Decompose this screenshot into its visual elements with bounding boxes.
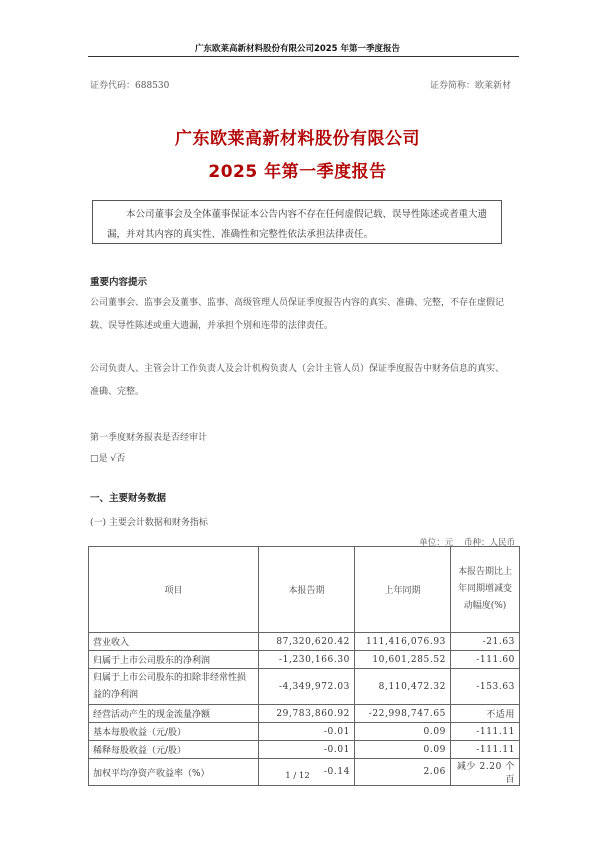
row-prior: 10,601,285.52 [355,651,451,669]
table-row [89,723,520,741]
row-item: 经营活动产生的现金流量净额 [89,705,259,723]
row-current: 29,783,860.92 [259,705,355,723]
table-row [89,741,520,759]
running-header: 广东欧莱高新材料股份有限公司2025 年第一季度报告 [194,44,401,54]
row-change: -111.60 [451,651,520,669]
financial-data-heading: 一、主要财务数据 [90,493,167,504]
row-prior: 2.06 [355,759,451,786]
header-prior-period: 上年同期 [355,547,451,633]
table-row [89,669,520,705]
row-current: -0.01 [259,741,355,759]
row-change: 不适用 [451,705,520,723]
table-row [89,651,520,669]
row-item: 归属于上市公司股东的净利润 [89,651,259,669]
header-divider [88,56,519,57]
row-prior: -22,998,747.65 [355,705,451,723]
row-prior: 111,416,076.93 [355,633,451,651]
row-change: -111.11 [451,741,520,759]
header-current-period: 本报告期 [259,547,355,633]
table-row [89,633,520,651]
unit-label: 单位：元 [419,538,454,548]
audit-answer: □是 √否 [90,454,126,464]
row-item: 稀释每股收益（元/股） [89,741,259,759]
financial-indicators-subheading: (一) 主要会计数据和财务指标 [90,518,208,528]
row-change: -153.63 [451,669,520,705]
security-code: 证券代码：688530 [90,81,170,91]
row-change: -21.63 [451,633,520,651]
row-prior: 8,110,472.32 [355,669,451,705]
currency-label: 币种：人民币 [463,538,515,548]
row-prior: 0.09 [355,723,451,741]
row-change: -111.11 [451,723,520,741]
page-number: 1 / 12 [285,771,310,781]
financial-data-table [88,546,520,786]
report-title-period: 2025 年第一季度报告 [208,162,387,182]
table-header-row [89,547,520,633]
row-item: 基本每股收益（元/股） [89,723,259,741]
row-current: 87,320,620.42 [259,633,355,651]
security-short-name: 证券简称：欧莱新材 [429,81,511,91]
row-current: -0.14 [259,759,355,786]
row-change: 减少 2.20 个百 [451,759,520,786]
row-prior: 0.09 [355,741,451,759]
important-notice-heading: 重要内容提示 [90,277,148,288]
report-title-company: 广东欧莱高新材料股份有限公司 [175,129,420,149]
row-current: -1,230,166.30 [259,651,355,669]
audit-question: 第一季度财务报表是否经审计 [90,433,208,443]
row-item: 归属于上市公司股东的扣除非经常性损益的净利润 [89,669,259,705]
important-notice-paragraph-2: 公司负责人、主管会计工作负责人及会计机构负责人（会计主管人员）保证季度报告中财务信息的真实、准确、完整。 [90,364,505,397]
row-item: 加权平均净资产收益率（%） [89,759,259,786]
row-current: -0.01 [259,723,355,741]
board-guarantee-notice: 本公司董事会及全体董事保证本公告内容不存在任何虚假记载、误导性陈述或者重大遗漏，并对其内容的真实性、准确性和完整性依法承担法律责任。 [92,200,502,244]
important-notice-paragraph-1: 公司董事会、监事会及董事、监事、高级管理人员保证季度报告内容的真实、准确、完整，不存在虚假记载、误导性陈述或重大遗漏，并承担个别和连带的法律责任。 [90,298,505,331]
header-item: 项目 [89,547,259,633]
row-item: 营业收入 [89,633,259,651]
row-current: -4,349,972.03 [259,669,355,705]
table-row [89,705,520,723]
header-change-percent: 本报告期比上年同期增减变动幅度(%) [451,547,520,633]
